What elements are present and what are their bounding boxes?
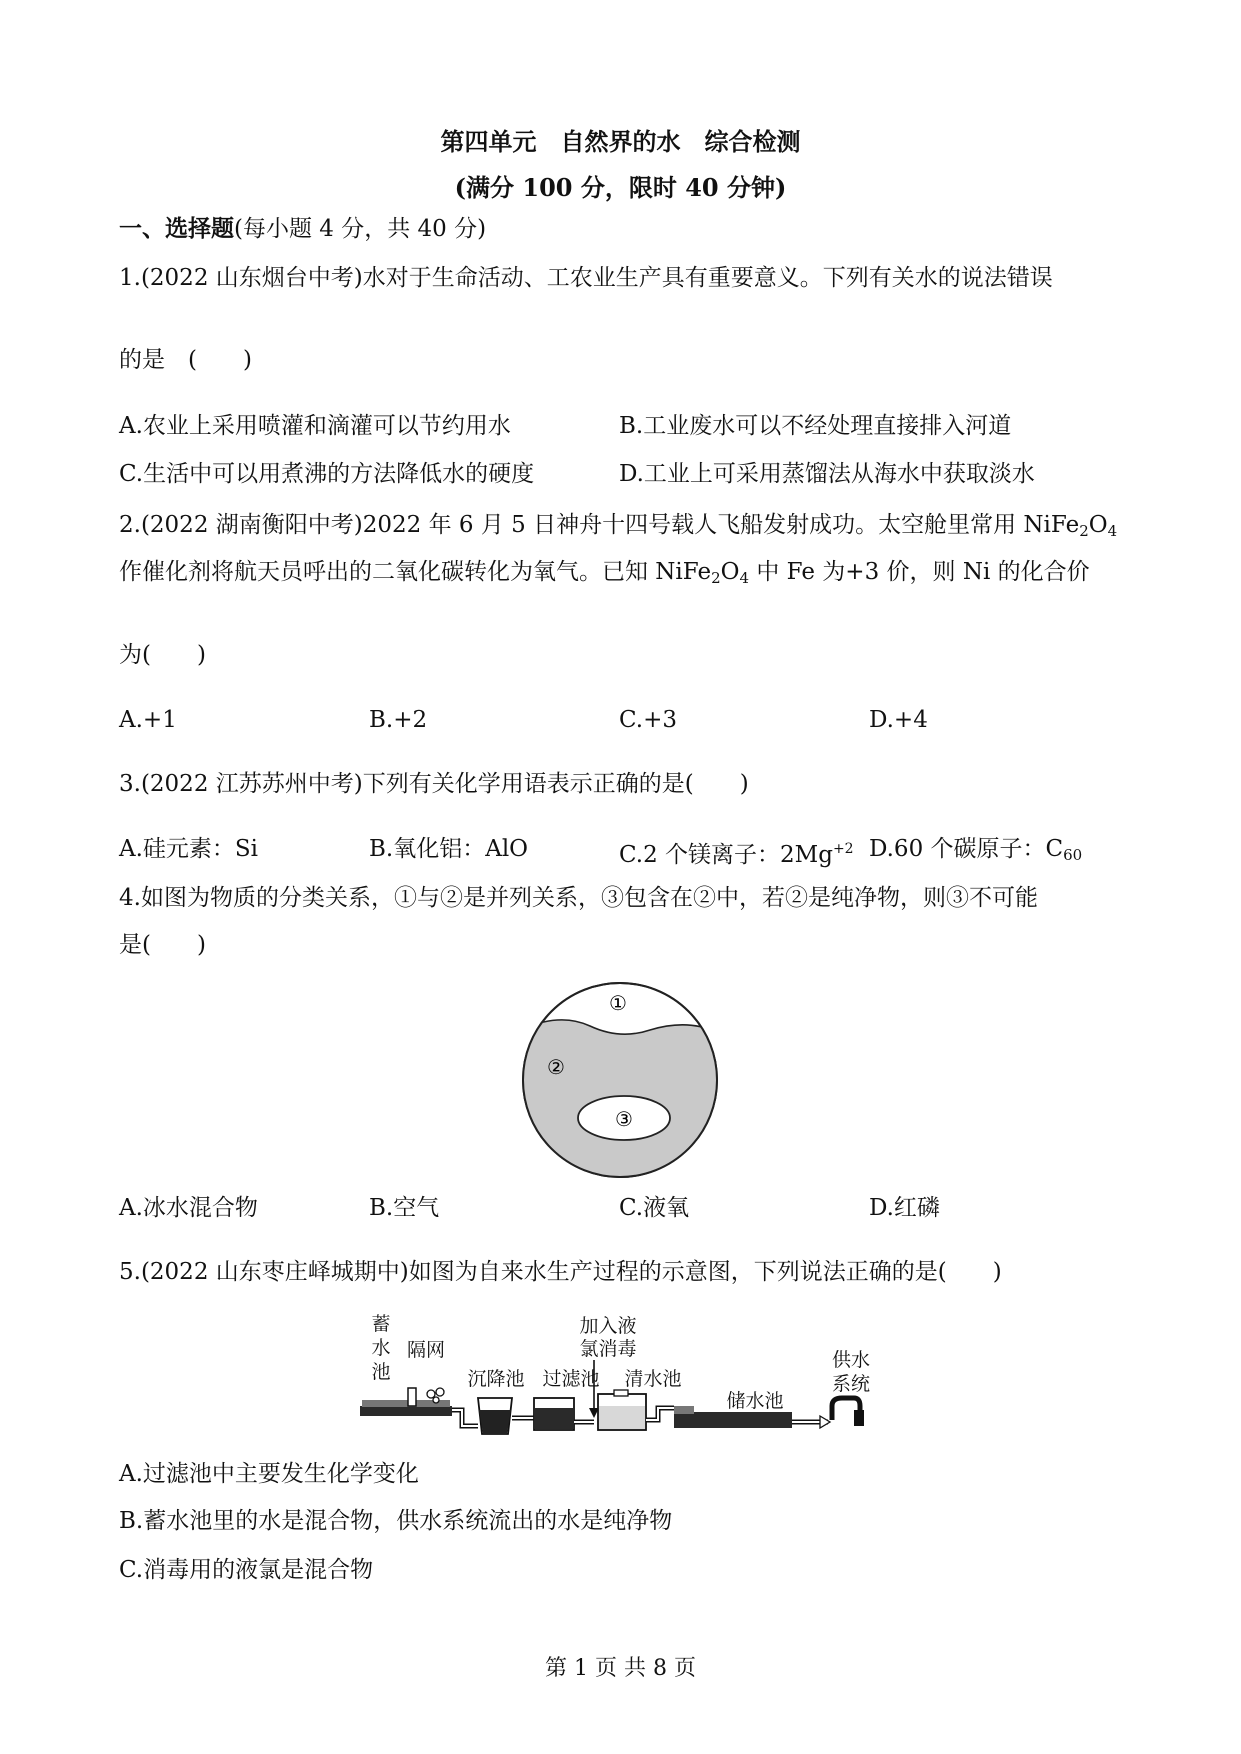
q4-stem-line1: 4.如图为物质的分类关系，①与②是并列关系，③包含在②中，若②是纯净物，则③不可能	[119, 885, 1038, 911]
classification-diagram	[520, 978, 720, 1182]
q4-option-c: C.液氧	[619, 1195, 690, 1221]
q2-stem-line3: 为( )	[119, 642, 206, 668]
q1-option-a: A.农业上采用喷灌和滴灌可以节约用水	[119, 413, 511, 439]
q1-stem-line2: 的是 ( )	[119, 347, 252, 373]
supply-label-2: 系统	[831, 1373, 871, 1395]
chlorine-label-2: 氯消毒	[579, 1338, 637, 1360]
q5-option-b: B.蓄水池里的水是混合物，供水系统流出的水是纯净物	[119, 1508, 673, 1534]
screen-gate	[408, 1388, 416, 1406]
section-note: (每小题 4 分，共 40 分)	[234, 216, 487, 242]
q3-option-d	[869, 834, 1082, 870]
q2-l2-sub2: 4	[739, 569, 750, 587]
water-treatment-diagram	[358, 1310, 888, 1438]
q3-option-c-text: C.2 个镁离子：2Mg	[619, 842, 833, 868]
q4-option-b: B.空气	[369, 1195, 440, 1221]
q2-l2-o: O	[720, 559, 740, 585]
filter-label: 过滤池	[542, 1368, 600, 1390]
q1-option-c: C.生活中可以用煮沸的方法降低水的硬度	[119, 461, 535, 487]
page-number: 第 1 页 共 8 页	[545, 1656, 696, 1681]
storage-label: 储水池	[726, 1390, 784, 1412]
q2-l1-text: 2.(2022 湖南衡阳中考)2022 年 6 月 5 日神舟十四号载人飞船发射成功。太空舱里常用 NiFe	[119, 512, 1080, 538]
reservoir-label-1: 蓄	[371, 1313, 391, 1335]
q3-option-d-text: D.60 个碳原子：C	[869, 836, 1064, 862]
q5-stem: 5.(2022 山东枣庄峄城期中)如图为自来水生产过程的示意图，下列说法正确的是( )	[119, 1259, 1002, 1285]
page-subtitle: (满分 100 分，限时 40 分钟)	[454, 173, 787, 202]
q3-option-b: B.氧化铝：AlO	[369, 836, 529, 862]
clear-label: 清水池	[624, 1368, 682, 1390]
q4-stem-line2: 是( )	[119, 932, 206, 958]
label-2: ②	[547, 1055, 565, 1079]
q4-option-a: A.冰水混合物	[119, 1195, 258, 1221]
q3-option-a: A.硅元素：Si	[119, 836, 259, 862]
label-3: ③	[615, 1107, 633, 1131]
q5-option-a: A.过滤池中主要发生化学变化	[119, 1461, 419, 1487]
q2-l2-text: 作催化剂将航天员呼出的二氧化碳转化为氧气。已知 NiFe	[119, 559, 712, 585]
reservoir-label-3: 池	[371, 1361, 391, 1383]
reservoir-tank	[360, 1406, 452, 1416]
section-heading	[119, 214, 486, 244]
q2-option-a: A.+1	[119, 707, 177, 733]
q2-l1-sub2: 4	[1107, 522, 1118, 540]
q2-option-c: C.+3	[619, 707, 677, 733]
q2-option-d: D.+4	[869, 707, 928, 733]
q2-option-b: B.+2	[369, 707, 428, 733]
q2-l2-sub1: 2	[711, 569, 721, 587]
page-title: 第四单元 自然界的水 综合检测	[440, 127, 801, 156]
screen-label: 隔网	[406, 1339, 446, 1361]
q3-option-c	[619, 834, 854, 870]
q2-l2-tail: 中 Fe 为+3 价，则 Ni 的化合价	[749, 559, 1090, 585]
q5-option-c: C.消毒用的液氯是混合物	[119, 1557, 374, 1583]
storage-tank	[674, 1412, 792, 1428]
q1-option-d: D.工业上可采用蒸馏法从海水中获取淡水	[619, 461, 1035, 487]
q1-stem-line1: 1.(2022 山东烟台中考)水对于生命活动、工农业生产具有重要意义。下列有关水的说法错误	[119, 265, 1053, 291]
q4-option-d: D.红磷	[869, 1195, 940, 1221]
supply-label-1: 供水	[831, 1349, 871, 1371]
q2-l1-o: O	[1088, 512, 1108, 538]
label-1: ①	[609, 991, 627, 1015]
chlorine-label-1: 加入液	[579, 1315, 637, 1337]
reservoir-label-2: 水	[371, 1337, 391, 1359]
q2-stem-line2	[119, 557, 1090, 593]
q1-option-b: B.工业废水可以不经处理直接排入河道	[619, 413, 1012, 439]
section-title: 一、选择题	[119, 215, 234, 242]
q2-stem-line1	[119, 510, 1117, 546]
q3-option-c-sup: +2	[832, 841, 854, 857]
q3-stem: 3.(2022 江苏苏州中考)下列有关化学用语表示正确的是( )	[119, 771, 749, 797]
settling-label: 沉降池	[467, 1368, 525, 1390]
q3-option-d-sub: 60	[1063, 846, 1083, 864]
q2-l1-sub1: 2	[1079, 522, 1089, 540]
